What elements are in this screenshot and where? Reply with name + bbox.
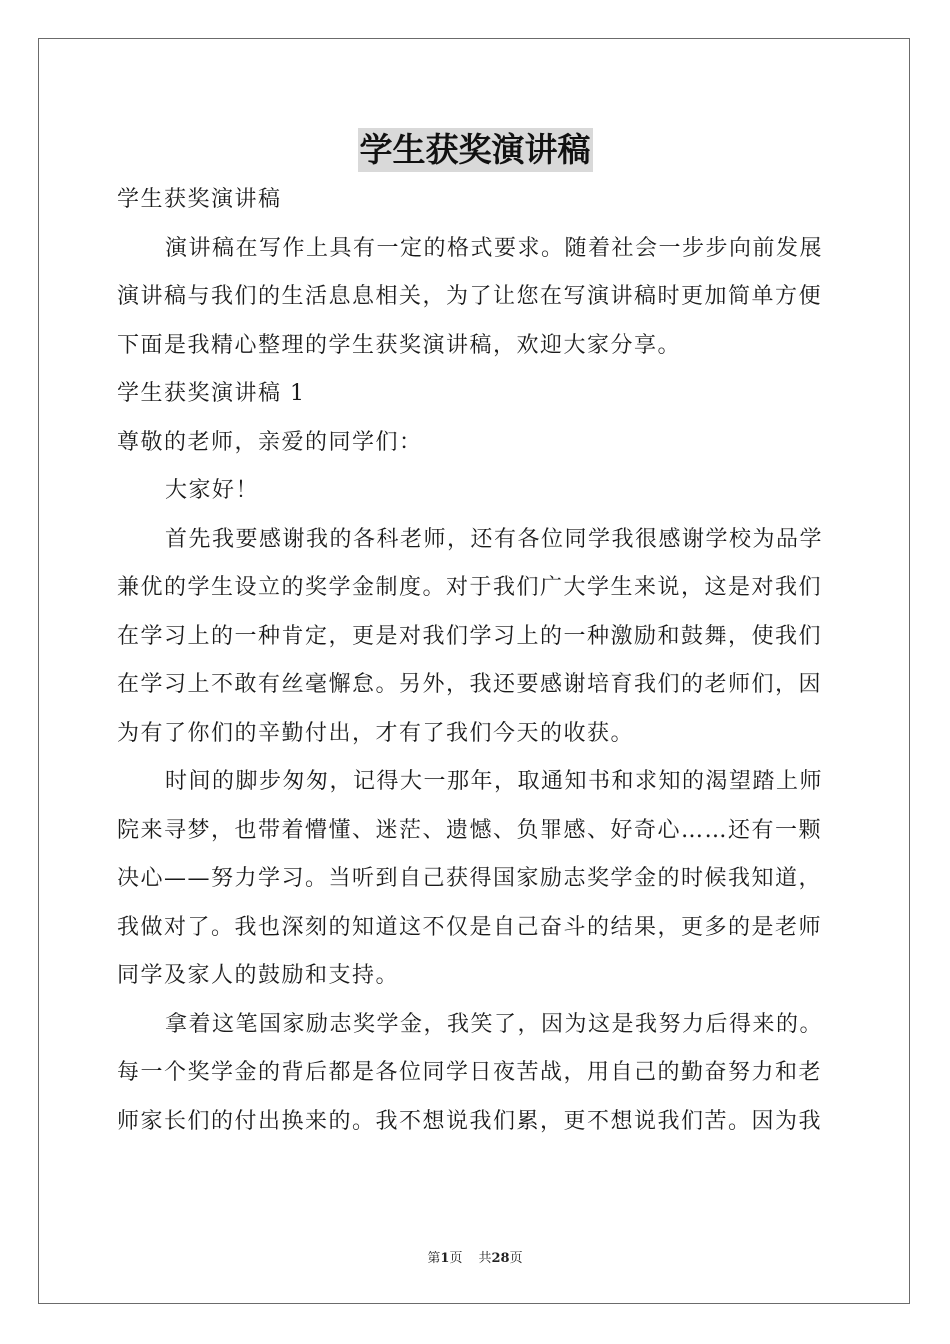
text-line: 时间的脚步匆匆，记得大一那年，取通知书和求知的渴望踏上师 [165,769,824,794]
page-number-total: 28 [491,1251,510,1266]
text-line: 在学习上不敢有丝毫懈怠。另外，我还要感谢培育我们的老师们，因 [117,672,823,697]
text-line: 每一个奖学金的背后都是各位同学日夜苦战，用自己的勤奋努力和老 [117,1060,823,1085]
text-line: 学生获奖演讲稿 [117,187,282,212]
text-line: 尊敬的老师，亲爱的同学们： [117,429,423,455]
text-line: 学生获奖演讲稿 1 [117,381,306,406]
text-line: 兼优的学生设立的奖学金制度。对于我们广大学生来说，这是对我们 [117,575,823,600]
text-line: 大家好！ [165,478,260,503]
text-line: 我做对了。我也深刻的知道这不仅是自己奋斗的结果，更多的是老师 [117,914,823,940]
text-line: 决心——努力学习。当听到自己获得国家励志奖学金的时候我知道， [117,866,823,891]
text-line: 下面是我精心整理的学生获奖演讲稿，欢迎大家分享。 [117,332,682,358]
page-total-prefix: 共 [478,1251,492,1266]
page-number-suffix: 页 [449,1251,463,1266]
page-footer [0,1247,950,1266]
text-line: 演讲稿与我们的生活息息相关，为了让您在写演讲稿时更加简单方便 [117,284,823,309]
text-line: 为有了你们的辛勤付出，才有了我们今天的收获。 [117,720,635,746]
text-line: 演讲稿在写作上具有一定的格式要求。随着社会一步步向前发展 [165,235,824,261]
page-number-prefix: 第 [427,1251,441,1266]
text-line: 院来寻梦，也带着懵懂、迷茫、遗憾、负罪感、好奇心……还有一颗 [117,817,823,843]
text-line: 首先我要感谢我的各科老师，还有各位同学我很感谢学校为品学 [165,526,824,552]
document-body [117,176,837,1146]
page-total-suffix: 页 [509,1251,523,1266]
document-title: 学生获奖演讲稿 [358,128,593,172]
title-container [0,128,950,172]
page-number-current: 1 [440,1251,450,1266]
text-line: 师家长们的付出换来的。我不想说我们累，更不想说我们苦。因为我 [117,1108,823,1134]
text-line: 在学习上的一种肯定，更是对我们学习上的一种激励和鼓舞，使我们 [117,623,823,649]
text-line: 同学及家人的鼓励和支持。 [117,963,400,988]
text-line: 拿着这笔国家励志奖学金，我笑了，因为这是我努力后得来的。 [165,1011,824,1037]
